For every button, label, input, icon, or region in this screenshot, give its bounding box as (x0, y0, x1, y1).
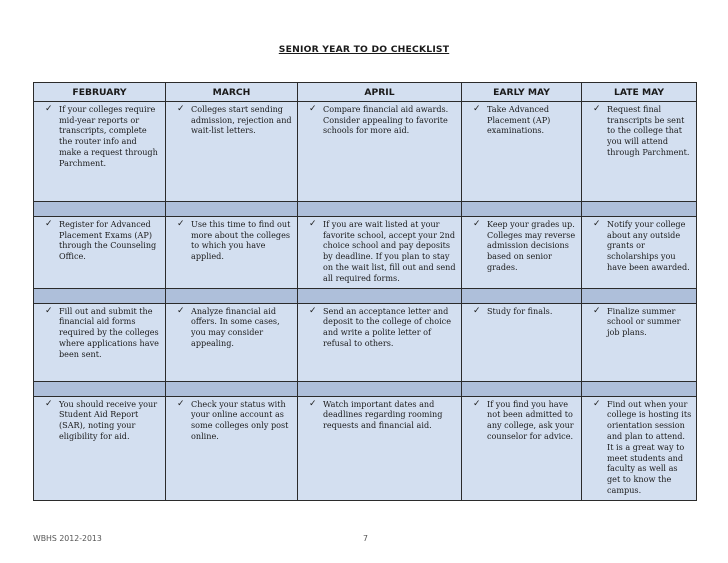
separator-cell (34, 381, 166, 396)
checklist-item (466, 399, 577, 442)
checklist-row (34, 303, 697, 381)
footer-school-year: WBHS 2012-2013 (33, 534, 102, 543)
checkmark-icon: ✓ (177, 218, 185, 229)
checklist-item-text: Find out when your college is hosting its orientation session and plan to attend. It is a great way to meet students and faculty as well as get to know the campus. (607, 398, 692, 495)
separator-cell (298, 201, 462, 216)
header-march: MARCH (166, 83, 298, 102)
checklist-item-text: Analyze financial aid offers. In some cases, you may consider appealing. (191, 305, 280, 348)
checklist-cell (582, 396, 697, 500)
checklist-item (170, 399, 293, 442)
checklist-cell (34, 101, 166, 201)
checklist-item-text: Study for finals. (487, 305, 553, 316)
checklist-row (34, 396, 697, 500)
separator-cell (462, 201, 582, 216)
checklist-item (302, 104, 457, 136)
checklist-cell (298, 396, 462, 500)
checklist-cell (582, 216, 697, 288)
row-separator (34, 201, 697, 216)
checklist-item (466, 104, 577, 136)
checklist-item (302, 219, 457, 284)
checklist-cell (298, 101, 462, 201)
checklist-item (170, 306, 293, 349)
checklist-item-text: Watch important dates and deadlines regarding rooming requests and financial aid. (323, 398, 443, 431)
checkmark-icon: ✓ (177, 103, 185, 114)
checkmark-icon: ✓ (177, 305, 185, 316)
checkmark-icon: ✓ (177, 398, 185, 409)
checklist-table (33, 82, 697, 501)
checklist-item (38, 399, 161, 442)
separator-cell (582, 381, 697, 396)
checkmark-icon: ✓ (309, 305, 317, 316)
checklist-cell (166, 216, 298, 288)
checklist-cell (166, 303, 298, 381)
checklist-item-text: If you are wait listed at your favorite school, accept your 2nd choice school and pay deposits by deadline. If you plan to stay on the wait list, fill out and send all required forms. (323, 218, 456, 283)
header-late-may: LATE MAY (582, 83, 697, 102)
checklist-cell (462, 303, 582, 381)
checkmark-icon: ✓ (593, 305, 601, 316)
page-title: SENIOR YEAR TO DO CHECKLIST (278, 44, 450, 55)
header-april: APRIL (298, 83, 462, 102)
checkmark-icon: ✓ (473, 305, 481, 316)
checklist-item-text: You should receive your Student Aid Report (SAR), noting your eligibility for aid. (59, 398, 158, 441)
checklist-item-text: If you find you have not been admitted to any college, ask your counselor for advice. (487, 398, 574, 441)
checkmark-icon: ✓ (473, 103, 481, 114)
checklist-item-text: If your colleges require mid-year reports or transcripts, complete the router info and make a request through Parchment. (59, 103, 158, 168)
separator-cell (582, 288, 697, 303)
checklist-item (302, 306, 457, 349)
separator-cell (34, 201, 166, 216)
checklist-item-text: Notify your college about any outside grants or scholarships you have been awarded. (607, 218, 690, 272)
checklist-cell (166, 396, 298, 500)
separator-cell (462, 381, 582, 396)
checklist-item (302, 399, 457, 431)
header-february: FEBRUARY (34, 83, 166, 102)
separator-cell (166, 201, 298, 216)
checklist-cell (462, 101, 582, 201)
checkmark-icon: ✓ (309, 103, 317, 114)
checkmark-icon: ✓ (45, 305, 53, 316)
checkmark-icon: ✓ (45, 398, 53, 409)
checklist-cell (462, 216, 582, 288)
checklist-item (466, 306, 577, 317)
checklist-item-text: Keep your grades up. Colleges may reverse admission decisions based on senior grades. (487, 218, 576, 272)
checklist-item-text: Send an acceptance letter and deposit to the college of choice and write a polite letter of refusal to others. (323, 305, 452, 348)
checklist-item-text: Register for Advanced Placement Exams (AP) through the Counseling Office. (59, 218, 157, 262)
checklist-item-text: Check your status with your online account as some colleges only post online. (191, 398, 289, 441)
checklist-item (586, 219, 692, 273)
separator-cell (34, 288, 166, 303)
checklist-item (38, 306, 161, 360)
checklist-cell (298, 303, 462, 381)
checklist-item (170, 219, 293, 262)
checklist-item (586, 306, 692, 338)
checkmark-icon: ✓ (45, 103, 53, 114)
checklist-row (34, 216, 697, 288)
checklist-item (586, 399, 692, 496)
checklist-item (586, 104, 692, 158)
checklist-item (38, 104, 161, 169)
row-separator (34, 381, 697, 396)
checkmark-icon: ✓ (593, 103, 601, 114)
separator-cell (166, 381, 298, 396)
checklist-item (466, 219, 577, 273)
row-separator (34, 288, 697, 303)
checkmark-icon: ✓ (473, 218, 481, 229)
checklist-cell (34, 396, 166, 500)
checklist-item-text: Take Advanced Placement (AP) examinations. (487, 103, 551, 136)
separator-cell (462, 288, 582, 303)
header-early-may: EARLY MAY (462, 83, 582, 102)
checklist-item-text: Colleges start sending admission, rejection and wait-list letters. (191, 103, 292, 136)
checkmark-icon: ✓ (309, 398, 317, 409)
checklist-cell (34, 216, 166, 288)
checklist-cell (582, 101, 697, 201)
month-header-row (34, 83, 697, 102)
separator-cell (166, 288, 298, 303)
checkmark-icon: ✓ (45, 218, 53, 229)
checkmark-icon: ✓ (309, 218, 317, 229)
checkmark-icon: ✓ (593, 218, 601, 229)
separator-cell (298, 381, 462, 396)
separator-cell (582, 201, 697, 216)
checklist-body (34, 101, 697, 500)
checklist-row (34, 101, 697, 201)
checklist-item-text: Compare financial aid awards. Consider appealing to favorite schools for more aid. (323, 103, 449, 136)
checklist-cell (298, 216, 462, 288)
checklist-item-text: Finalize summer school or summer job plans. (607, 305, 681, 338)
checklist-cell (166, 101, 298, 201)
checklist-item (38, 219, 161, 262)
checklist-item-text: Use this time to find out more about the colleges to which you have applied. (191, 218, 291, 262)
separator-cell (298, 288, 462, 303)
checkmark-icon: ✓ (593, 398, 601, 409)
checkmark-icon: ✓ (473, 398, 481, 409)
checklist-item (170, 104, 293, 136)
checklist-item-text: Request final transcripts be sent to the college that you will attend through Parchment. (607, 103, 690, 157)
checklist-cell (34, 303, 166, 381)
checklist-cell (582, 303, 697, 381)
checklist-item-text: Fill out and submit the financial aid forms required by the colleges where applications have been sent. (59, 305, 159, 359)
checklist-cell (462, 396, 582, 500)
footer-page-number: 7 (363, 534, 368, 543)
